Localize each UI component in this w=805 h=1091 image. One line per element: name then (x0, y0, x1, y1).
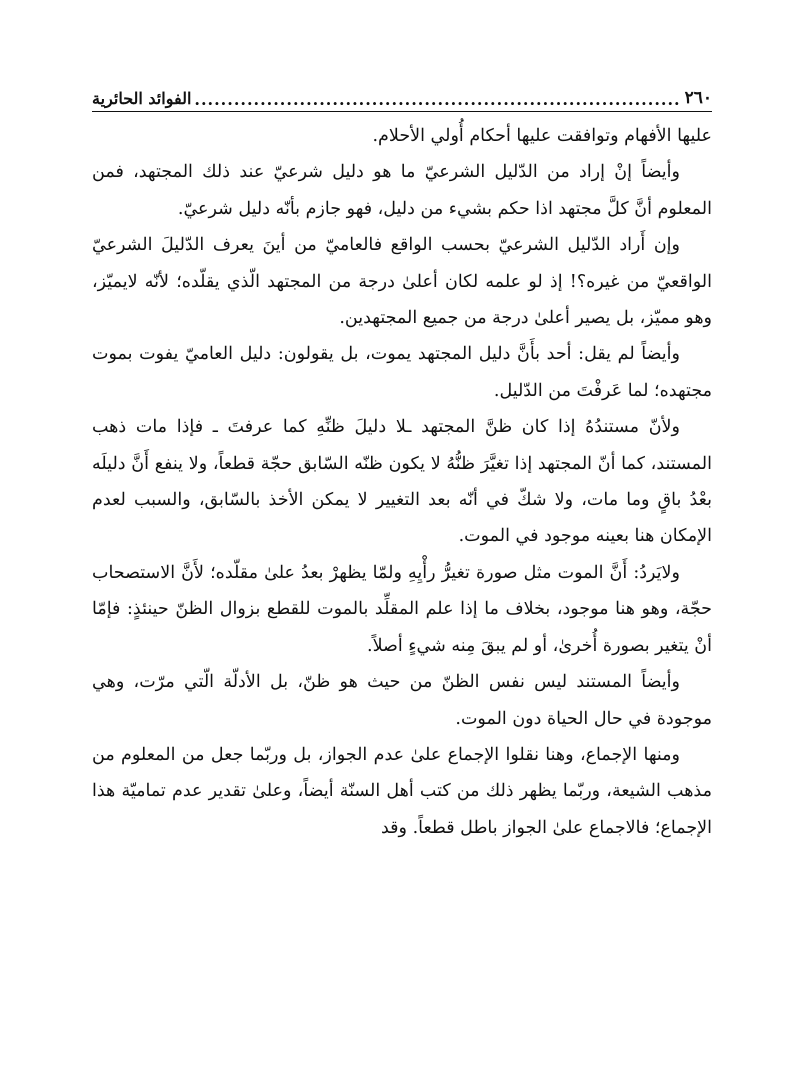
paragraph: ولايَردُ: أَنَّ الموت مثل صورة تغيرُّ رأْيِهِ ولمّا يظهرْ بعدُ علىٰ مقلّده؛ لأَنَّ الاستصحاب حجّة، وهو هنا موجود، بخلاف ما إذا علم المقلِّد بالموت للقطع بزوال الظنّ حينئذٍ: فإمّا أنْ يتغير بصورة أُخرىٰ، أو لم يبقَ مِنه شيءٍ أصلاً. (92, 562, 712, 656)
body-text (92, 118, 712, 846)
paragraph: ومنها الإجماع، وهنا نقلوا الإجماع علىٰ عدم الجواز، بل وربّما جعل من المعلوم من مذهب الشيعة، وربّما يظهر ذلك من كتب أهل السنّة أيضاً، وعلىٰ تقدير عدم تماميّة هذا الإجماع؛ فالاجماع علىٰ الجواز باطل قطعاً. وقد (92, 744, 712, 838)
book-title: الفوائد الحائرية (92, 89, 192, 108)
paragraph: عليها الأفهام وتوافقت عليها أحكام أُولي الأحلام. (372, 126, 712, 146)
running-header (92, 82, 712, 112)
book-page (92, 82, 712, 1002)
paragraph: وأيضاً المستند ليس نفس الظنّ من حيث هو ظنّ، بل الأدلّة الّتي مرّت، وهي موجودة في حال الحياة دون الموت. (92, 672, 712, 729)
page-number: ٢٦٠ (684, 88, 712, 108)
paragraph: وإن أَراد الدّليل الشرعيّ بحسب الواقع فالعاميّ من أينَ يعرف الدّليلَ الشرعيّ الواقعيّ من غيره؟! إذ لو علمه لكان أعلىٰ درجة من المجتهد الّذي يقلّده؛ لأنّه لايميّز، وهو مميّز، بل يصير أعلىٰ درجة من جميع المجتهدين. (92, 235, 712, 329)
dot-leader (195, 92, 680, 108)
paragraph: وأيضاً لم يقل: أحد بأَنَّ دليل المجتهد يموت، بل يقولون: دليل العاميّ يفوت بموت مجتهده؛ لما عَرفْتَ من الدّليل. (92, 344, 712, 401)
paragraph: ولأنّ مستندُهُ إذا كان ظنَّ المجتهد ـلا دليلَ ظنِّهِ كما عرفتَ ـ فإذا مات ذهب المستند، كما أنّ المجتهد إذا تغيَّرَ ظنُّهُ لا يكون ظنّه السّابق حجّة قطعاً، ولا ينفع أَنَّ دليلَه بعْدُ باقٍ وما مات، ولا شكّ في أنّه بعد التغيير لا يمكن الأخذ بالسّابق، والسبب لعدم الإمكان هنا بعينه موجود في الموت. (92, 417, 712, 547)
paragraph: وأيضاً إنْ إراد من الدّليل الشرعيّ ما هو دليل شرعيّ عند ذلك المجتهد، فمن المعلوم أنَّ كلَّ مجتهد اذا حكم بشيء من دليل، فهو جازم بأنّه دليل شرعيّ. (92, 162, 712, 219)
